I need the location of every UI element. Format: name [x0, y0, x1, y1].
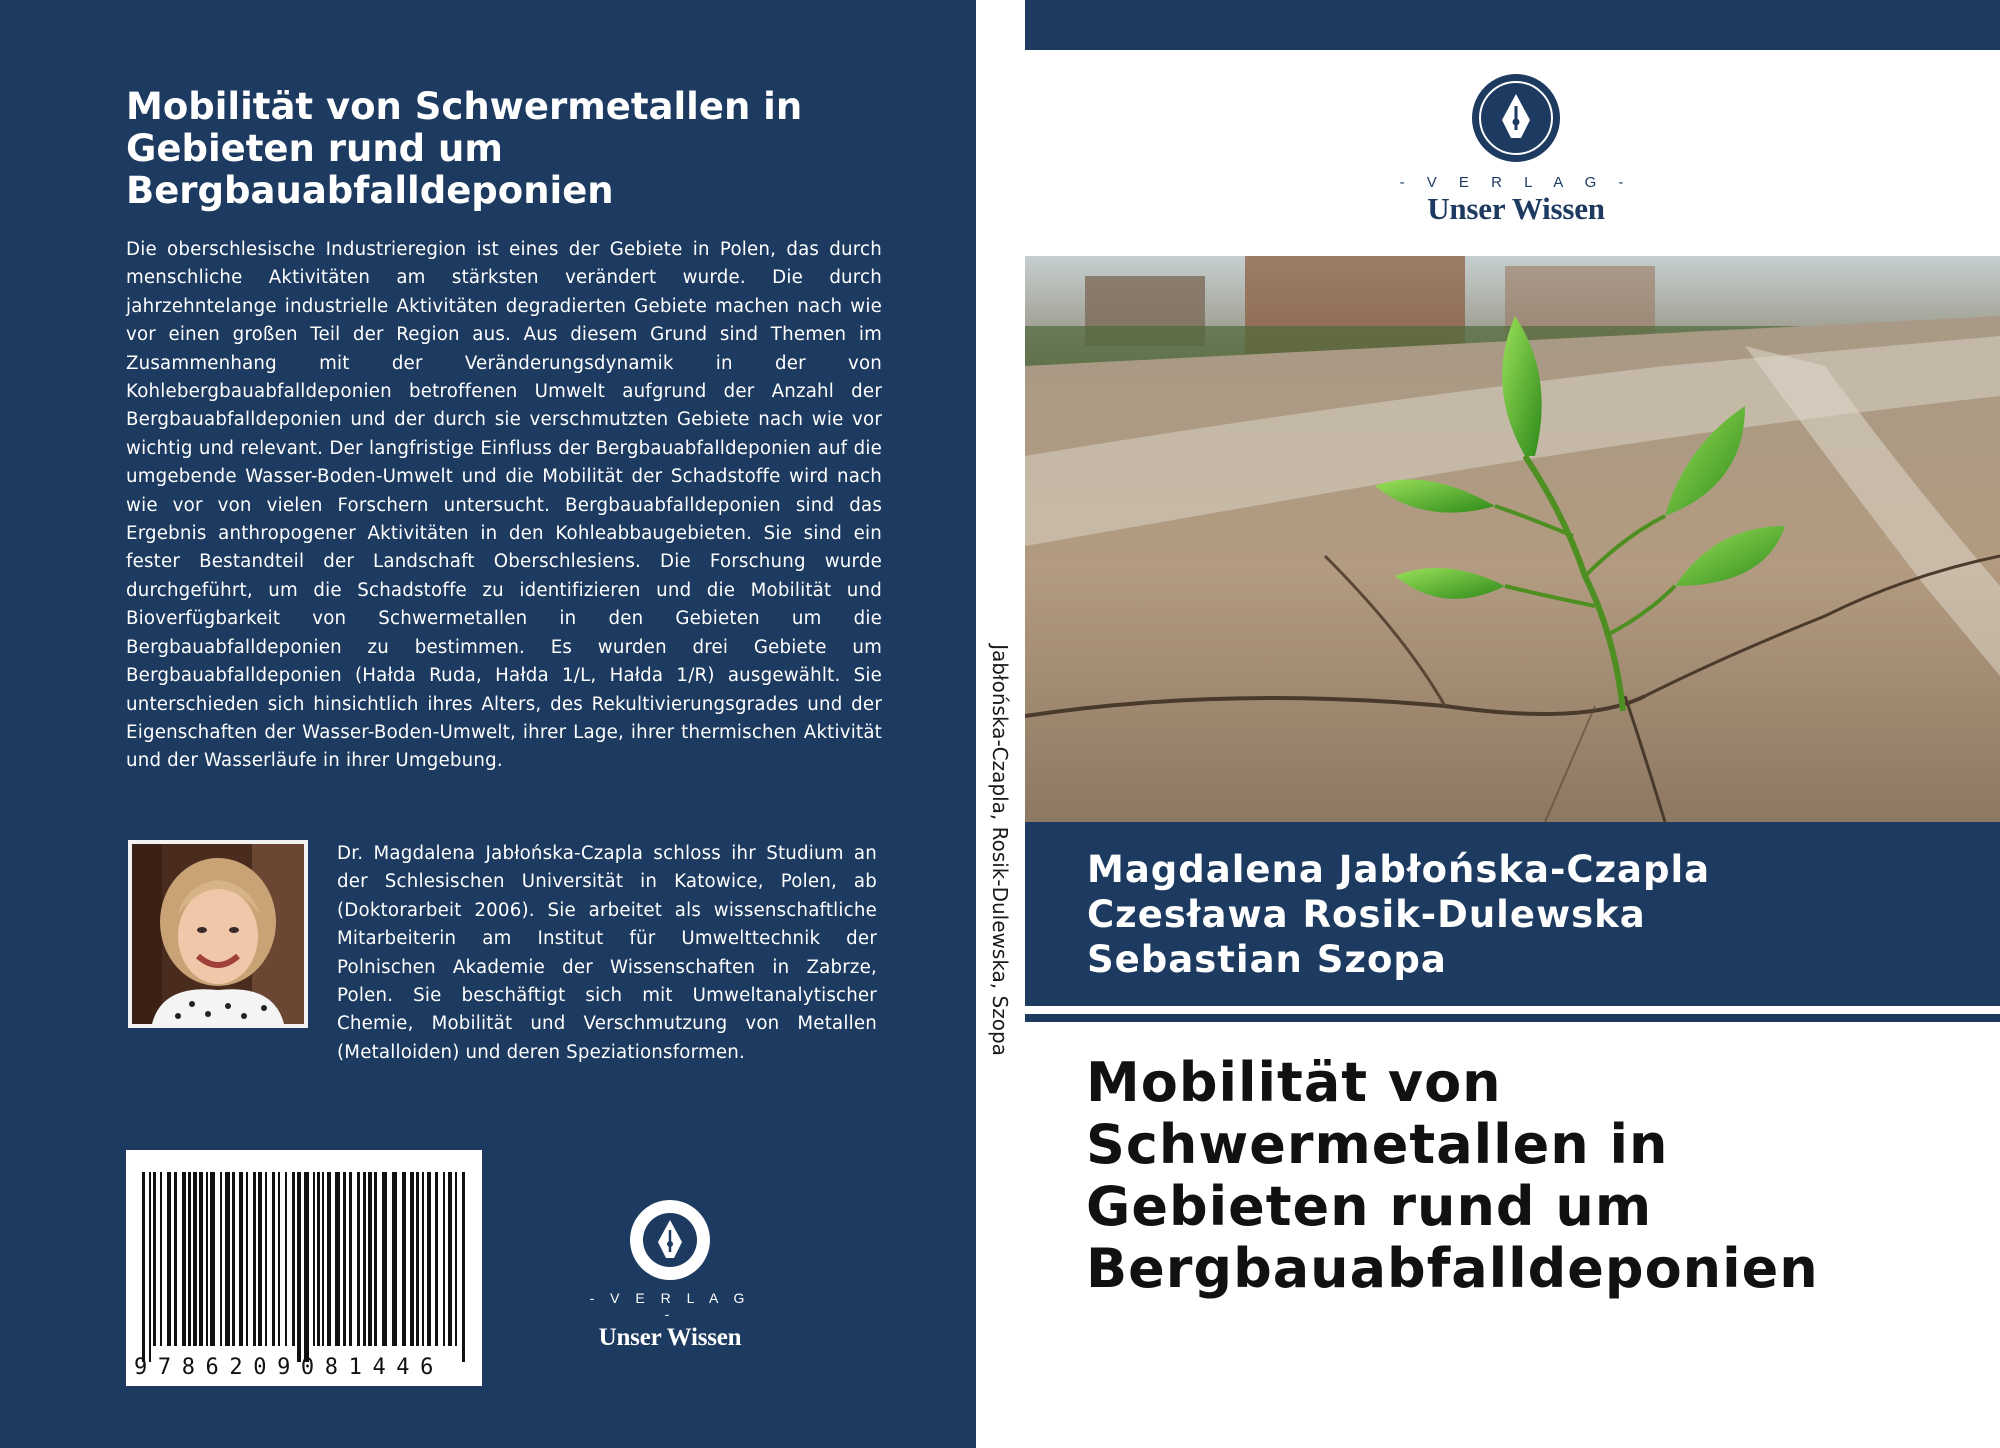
barcode-bar	[206, 1172, 208, 1346]
spine-authors: Jabłońska-Czapla, Rosik-Dulewska, Szopa	[988, 644, 1012, 1056]
barcode-bar	[297, 1172, 301, 1362]
barcode-bar	[427, 1172, 431, 1346]
barcode-bar	[382, 1172, 387, 1346]
barcode-bar	[317, 1172, 320, 1346]
barcode-bar	[335, 1172, 340, 1346]
barcode-bar	[443, 1172, 445, 1346]
barcode-bar	[188, 1172, 191, 1346]
barcode-bar	[182, 1172, 186, 1346]
front-top-bar	[1025, 0, 2000, 50]
barcode-bar	[462, 1172, 465, 1362]
author-photo	[128, 840, 308, 1028]
fountain-pen-nib-icon	[1470, 72, 1562, 164]
barcode-bar	[435, 1172, 438, 1346]
publisher-name: Unser Wissen	[598, 1324, 742, 1351]
back-cover-blurb: Die oberschlesische Industrieregion ist eines der Gebiete in Polen, das durch menschliche Aktivitäten am stärksten verändert wurde. Die durch jahrzehntelange industrielle Aktivitäten degradierten Gebiete machen nach wie vor einen großen Teil der Region aus. Aus diesem Grund sind Themen im Zusammenhang mit der Veränderungsdynamik in der von Kohlebergbauabfalldeponien betroffenen Umwelt aufgrund der Anzahl der Bergbauabfalldeponien und der durch sie verschmutzten Gebiete nach wie vor wichtig und relevant. Der langfristige Einfluss der Bergbauabfalldeponien auf die umgebende Wasser-Boden-Umwelt und die Mobilität der Schadstoffe wird nach wie vor von vielen Forschern untersucht. Bergbauabfalldeponien sind das Ergebnis anthropogener Aktivitäten in den Kohleabbaugebieten. Sie sind ein fester Bestandteil der Landschaft Oberschlesiens. Die Forschung wurde durchgeführt, um die Schadstoffe zu identifizieren und die Mobilität und Bioverfügbarkeit von Schwermetallen in den Gebieten um die Bergbauabfalldeponien zu bestimmen. Es wurden drei Gebiete um Bergbauabfalldeponien (Hałda Ruda, Hałda 1/L, Hałda 1/R) ausgewählt. Sie unterschieden sich hinsichtlich ihres Alters, des Rekultivierungsgrades und der Eigenschaften der Wasser-Boden-Umwelt, ihrer Lage, ihrer thermischen Aktivität und der Wasserläufe in ihrer Umgebung.	[126, 239, 882, 772]
barcode-bar	[174, 1172, 177, 1346]
barcode-bar	[265, 1172, 267, 1346]
back-cover-title: Mobilität von Schwermetallen in Gebieten rund um Bergbauabfalldeponien	[126, 85, 803, 212]
isbn-barcode	[126, 1150, 482, 1386]
author-name-2: Czesława Rosik-Dulewska	[1087, 893, 1646, 936]
barcode-bar	[285, 1172, 287, 1346]
cover-photo-seedling	[1025, 256, 2000, 822]
barcode-bar	[416, 1172, 419, 1346]
author-bio: Dr. Magdalena Jabłońska-Czapla schloss ihr Studium an der Schlesischen Universität in Katowice, Polen, ab (Doktorarbeit 2006). Sie arbeitet als wissenschaftliche Mitarbeiterin am Institut für Umwelttechnik der Polnischen Akademie der Wissenschaften in Zabrze, Polen. Sie beschäftigt sich mit Umweltanalytischer Chemie, Mobilität und Verschmutzung von Metallen (Metalloiden) und deren Speziationsformen.	[337, 843, 877, 1063]
barcode-bar	[246, 1172, 248, 1346]
barcode-bar	[142, 1172, 145, 1362]
barcode-bar	[374, 1172, 377, 1346]
barcode-bar	[160, 1172, 162, 1346]
barcode-bar	[153, 1172, 156, 1346]
barcode-bar	[455, 1172, 457, 1346]
barcode-bar	[149, 1172, 151, 1362]
publisher-name: Unser Wissen	[1427, 191, 1605, 226]
author-name-3: Sebastian Szopa	[1087, 938, 1447, 981]
barcode-bar	[448, 1172, 452, 1346]
barcode-bar	[210, 1172, 215, 1346]
barcode-bar	[167, 1172, 171, 1346]
barcode-bar	[349, 1172, 352, 1346]
author-name-1: Magdalena Jabłońska-Czapla	[1087, 848, 1711, 891]
fountain-pen-nib-icon	[628, 1198, 712, 1282]
publisher-verlag-label: - V E R L A G -	[589, 1290, 751, 1322]
barcode-bar	[422, 1172, 424, 1346]
barcode-bar	[410, 1172, 414, 1346]
barcode-bar	[392, 1172, 397, 1346]
barcode-bar	[278, 1172, 280, 1346]
barcode-bar	[258, 1172, 262, 1346]
barcode-bar	[304, 1172, 309, 1362]
back-cover	[0, 0, 976, 1448]
barcode-bar	[232, 1172, 235, 1346]
isbn-digits: 9786209081446	[134, 1355, 444, 1380]
barcode-bar	[225, 1172, 230, 1346]
front-publisher-logo	[1394, 72, 1638, 227]
barcode-bar	[322, 1172, 324, 1346]
barcode-bar	[357, 1172, 360, 1346]
barcode-bar	[253, 1172, 256, 1346]
back-publisher-logo	[584, 1198, 756, 1352]
barcode-bar	[193, 1172, 197, 1346]
barcode-bar	[363, 1172, 366, 1346]
barcode-bar	[199, 1172, 203, 1346]
barcode-bar	[368, 1172, 372, 1346]
authors-band	[1025, 822, 2000, 1006]
publisher-verlag-label: - V E R L A G -	[1399, 174, 1633, 191]
barcode-bar	[220, 1172, 222, 1346]
barcode-bar	[327, 1172, 331, 1346]
barcode-bar	[313, 1172, 315, 1346]
barcode-bar	[343, 1172, 346, 1346]
barcode-bar	[402, 1172, 406, 1346]
front-cover	[1024, 0, 2000, 1448]
front-cover-title: Mobilität von Schwermetallen in Gebieten rund um Bergbauabfalldeponien	[1086, 1051, 1819, 1300]
spine	[976, 0, 1024, 1448]
barcode-bar	[239, 1172, 243, 1346]
divider-rule	[1025, 1014, 2000, 1022]
barcode-bar	[272, 1172, 275, 1346]
barcode-bar	[292, 1172, 295, 1346]
